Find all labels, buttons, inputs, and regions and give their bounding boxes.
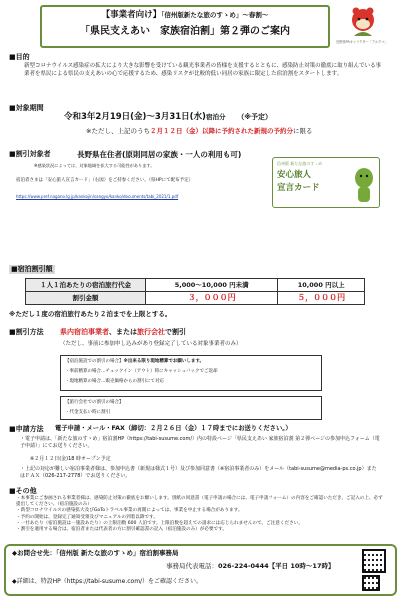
method-main <box>60 328 186 337</box>
purpose-text: 新型コロナウイルス感染症の拡大により大きな影響を受けている観光事業者の皆様を支援するとともに、感染防止対策の徹底に取り組んでいる事業者を県民による県民の支えあいの心で応援するため、感染リスクが比較的低い同居の家族に限定した宿泊割をスタートします。 <box>24 63 382 77</box>
title-line-2: 「県民支えあい 家族宿泊割」第２弾のご案内 <box>80 26 290 38</box>
office-hours: 【平日 10時～17時】 <box>268 562 335 570</box>
rate-cell: ５，０００円 <box>278 292 365 305</box>
apply-main: 電子申請・メール・FAX（締切：２月２６日（金）１７時までにお送りください。） <box>55 425 292 432</box>
period-condition-a: ※ただし、上記のうち <box>86 127 150 135</box>
title-line-1 <box>46 10 324 21</box>
list-item: ・予約の開始は、登録完了通知受領及びマニュアルの到着以降です。 <box>16 514 158 520</box>
rate-cell: ３，０００円 <box>146 292 278 305</box>
list-item: ・新型コロナウイルスの感染拡大及びGoToトラベル事業の再開によっては、事業を中止する場合があります。 <box>16 508 243 514</box>
period-heading: ■対象期間 <box>9 104 44 112</box>
hotel-box-title: 【宿泊施設での割引の場合】 <box>65 359 124 364</box>
target-note-1: ※感染状況によっては、対象地域を拡大する可能性があります。 <box>34 163 155 168</box>
apply-bullet-1-note: ※２月１２日(金)18 時オープン予定 <box>30 456 111 462</box>
period-suffix: 宿泊分 <box>205 113 226 121</box>
hotel-box-line-2: ・現地精算の場合…販売価格からの割引にて対応 <box>65 379 164 384</box>
table-row <box>26 279 365 292</box>
target-url-link[interactable]: https://www.pref.nagano.lg.jp/kankojin/sangyo/kanko/documents/tabi_2021/1.pdf <box>16 194 179 199</box>
hotel-box-line-1: ・事前精算の場合…チェックイン（アウト）時にキャッシュバックでご返却 <box>65 369 218 374</box>
period-note: （※予定） <box>237 113 273 121</box>
other-heading: ■その他 <box>9 487 37 495</box>
method-note: （ただし、事前に参加申し込みがあり登録完了している対象事業者のみ） <box>60 341 242 347</box>
hotel-box-note: ※出来る限り現地精算でお願いします。 <box>123 359 205 364</box>
target-main: 長野県在住者(原則同居の家族・一人の利用も可) <box>77 150 242 159</box>
contact-label: ◆お問合せ先：「信州版 新たな旅のすゝめ」宿泊割事務局 <box>12 549 179 557</box>
title-box <box>40 5 330 48</box>
phone-number[interactable]: 026-224-0444 <box>218 562 269 570</box>
table-row <box>26 292 365 305</box>
period-condition-c: に限る <box>292 127 313 135</box>
purpose-heading: ■目的 <box>9 53 30 61</box>
list-item: ・一社あたり（宿泊施設は一施設あたり）の上限泊数 600 人泊です。上限泊数を超えての請求には応じられませんので、ご注意ください。 <box>16 520 303 526</box>
method-heading: ■割引方法 <box>9 328 44 336</box>
phone-label: 事務局代表電話： <box>166 562 218 570</box>
list-item: ・本事業にご参画される事業者様は、感染防止対策の徹底をお願いします。別紙の同意書（電子申請の場合には、電子申請フォーム）の内容をご確認いただき、ご記入の上、必ず提出してください。（宿泊施設のみ） <box>16 496 383 508</box>
mascot-logo-icon <box>348 6 378 38</box>
qr-code-small-icon[interactable] <box>362 575 380 591</box>
traveler-card-image <box>272 157 380 208</box>
audience-label: 【事業者向け】 <box>101 10 162 20</box>
details-line: ◆詳細は、特設HP（https://tabi-susume.com/）をご確認ください。 <box>12 578 203 585</box>
target-note-2: 宿泊者さまは「安心旅人宣言カード」（右図）をご持参ください。（県HPにて配布予定） <box>16 178 194 183</box>
agency-box-head: 【旅行会社での割引の場合】 <box>65 400 124 405</box>
card-top-text: 信州版 新たな旅のすゝめ <box>277 161 323 166</box>
method-hotel-box <box>60 355 322 391</box>
rates-heading: ■宿泊割引額 <box>11 265 53 273</box>
rates-table <box>25 278 365 305</box>
hotel-box-head <box>65 359 204 365</box>
qr-code-icon[interactable] <box>362 549 386 573</box>
phone-line <box>166 562 334 570</box>
period-condition-b: ２月１２日（金）以降に予約された新規の予約分 <box>149 127 293 135</box>
rate-cell: 割引金額 <box>26 292 146 305</box>
mascot-card-icon <box>351 166 377 204</box>
card-title-2: 宣言カード <box>277 183 320 193</box>
contact-footer <box>4 544 397 596</box>
method-agency-box <box>60 396 322 420</box>
card-title-1: 安心旅人 <box>277 170 312 180</box>
period-condition <box>86 127 312 135</box>
target-heading: ■割引対象者 <box>9 150 51 158</box>
agency-box-line: ・代金支払い時に割引 <box>65 410 110 415</box>
apply-bullet-2: ・上記の対応が難しい宿泊事業者様は、参加申込書（新規は様式１号）及び参加同意書（※宿泊事業者のみ）をメール（tabi-susume@media-ps.co.jp）またはＦＡＸ（026-217-2778）でお送りください。 <box>20 466 377 479</box>
rate-cell: 10,000 円以上 <box>278 279 365 292</box>
rates-note: ※ただし１度の宿泊旅行あたり２泊までを上限とする。 <box>9 310 172 318</box>
list-item: ・割引を適用する場合は、宿泊者または代表者の方に割引確認書の記入（宿泊施設のみ）が必要です。 <box>16 526 227 532</box>
apply-bullet-1: ・電子申請は、「新たな旅のすゝめ」宿泊割HP（https://tabi-susume.com/）内の特設ページ「県民支えあい 家族宿泊割 第２弾ページの参加申込フォーム（電子申請）」にてお送りください。 <box>20 436 380 449</box>
method-suffix: で割引 <box>165 328 186 336</box>
method-hotel: 県内宿泊事業者 <box>60 328 109 336</box>
apply-heading: ■申請方法 <box>9 425 44 433</box>
method-or: 、または <box>109 328 137 336</box>
method-agency: 旅行会社 <box>137 328 165 336</box>
campaign-name: 「信州版新たな旅のすゝめ」～春割～ <box>161 11 269 19</box>
period-line <box>64 112 272 123</box>
other-list <box>16 496 384 533</box>
rate-cell: 5,000～10,000 円未満 <box>146 279 278 292</box>
rate-cell: １人１泊あたりの宿泊旅行代金 <box>26 279 146 292</box>
period-dates: 令和3年2月19日(金)～3月31日(水) <box>64 112 206 122</box>
mascot-caption: 長野県PRキャラクター「アルクマ」 <box>336 40 388 44</box>
